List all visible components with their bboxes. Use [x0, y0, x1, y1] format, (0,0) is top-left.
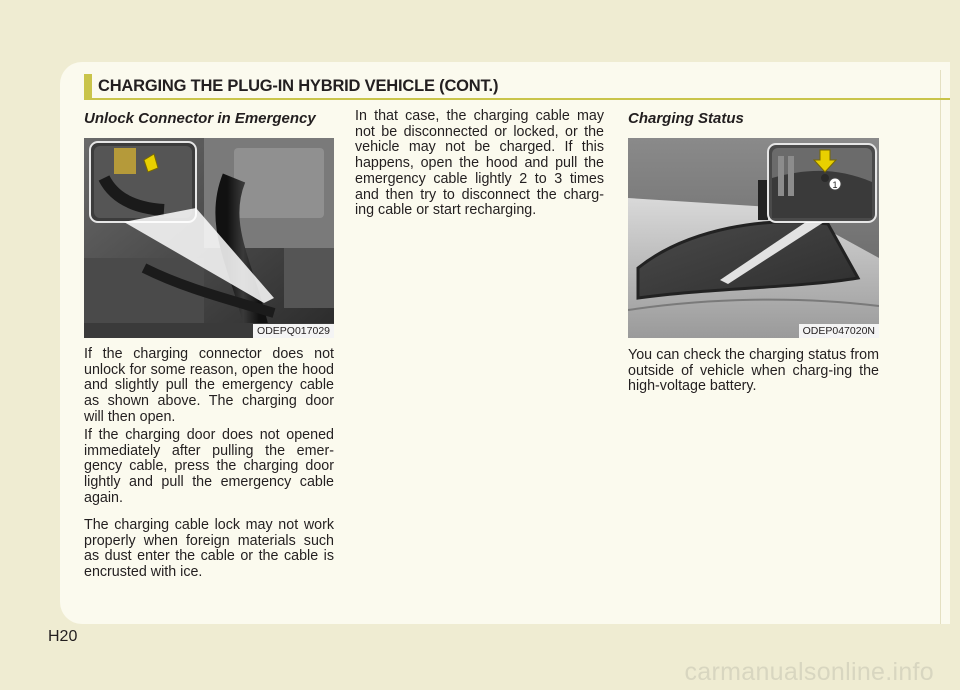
windshield-illustration — [628, 138, 879, 338]
paragraph: If the charging door does not opened immediately after pulling the emer-gency cable, press the charging door lightly and pull the emergency cable again. — [84, 427, 334, 506]
figure-caption: ODEP047020N — [799, 324, 879, 338]
figure-caption: ODEPQ017029 — [253, 324, 334, 338]
header-rule — [84, 98, 950, 100]
subhead-charging-status: Charging Status — [628, 110, 744, 127]
paragraph: In that case, the charging cable may not be disconnected or locked, or the vehicle may not be charged. If this happens, open the hood and pull the emergency cable lightly 2 to 3 times and then try to disconnect the charg-ing cable or start recharging. — [355, 108, 604, 219]
windshield-figure — [628, 138, 879, 338]
header-accent-bar — [84, 74, 92, 98]
callout-number: 1 — [832, 180, 838, 190]
watermark: carmanualsonline.info — [684, 658, 934, 686]
paragraph: The charging cable lock may not work properly when foreign materials such as dust enter the cable or the cable is encrusted with ice. — [84, 517, 334, 581]
subhead-unlock-connector: Unlock Connector in Emergency — [84, 110, 316, 127]
paragraph: You can check the charging status from outside of vehicle when charg-ing the high-voltage battery. — [628, 347, 879, 395]
page-number: H20 — [48, 628, 78, 645]
section-header: CHARGING THE PLUG-IN HYBRID VEHICLE (CONT.) — [98, 77, 499, 95]
margin-line — [940, 70, 941, 624]
engine-bay-figure — [84, 138, 334, 338]
paragraph: If the charging connector does not unlock for some reason, open the hood and slightly pull the emergency cable as shown above. The charging door will then open. — [84, 346, 334, 425]
engine-bay-illustration — [84, 138, 334, 338]
